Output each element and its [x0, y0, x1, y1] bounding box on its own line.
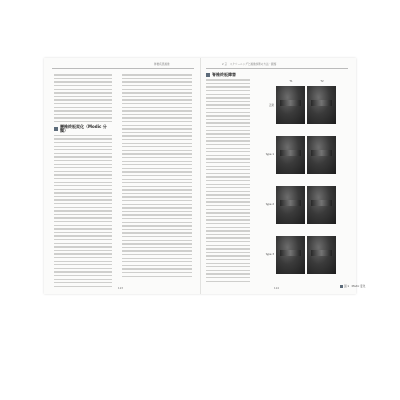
row-label-type1: type 1 [265, 153, 274, 156]
heading-marker [54, 127, 58, 131]
mri-image [276, 136, 305, 174]
gutter [200, 58, 201, 294]
row-label-normal: 正常 [268, 104, 274, 107]
mri-image [307, 186, 336, 224]
column-label-t2: T2 [320, 80, 324, 83]
left-section-heading [54, 125, 112, 132]
mri-image [307, 136, 336, 174]
heading-marker [206, 73, 210, 77]
mri-image [276, 86, 305, 124]
right-heading-text: 脊椎終板障害 [212, 72, 236, 78]
mri-image [276, 186, 305, 224]
right-col-1 [206, 72, 250, 284]
row-label-type2: type 2 [265, 203, 274, 206]
left-col-2 [122, 72, 192, 279]
mri-image [276, 236, 305, 274]
row-label-type3: type 3 [265, 253, 274, 256]
column-label-t1: T1 [289, 80, 293, 83]
left-running-head: 脊椎疾患画像 [154, 63, 170, 66]
mri-figure [265, 80, 370, 284]
figure-caption: 図 1 Modic 変化 [344, 285, 366, 288]
right-page-number: 114 [274, 287, 279, 290]
left-col-1 [54, 72, 112, 289]
book-spread [44, 58, 366, 294]
mri-image [307, 236, 336, 274]
left-heading-text: 腰椎終板変化（Modic 分類） [60, 124, 107, 133]
left-page-number: 113 [118, 287, 123, 290]
mri-image [307, 86, 336, 124]
right-section-heading [206, 73, 250, 77]
right-running-head: 2 章 スクリーニングと画像診断の方法・観察 [222, 63, 277, 66]
caption-marker [340, 285, 343, 288]
